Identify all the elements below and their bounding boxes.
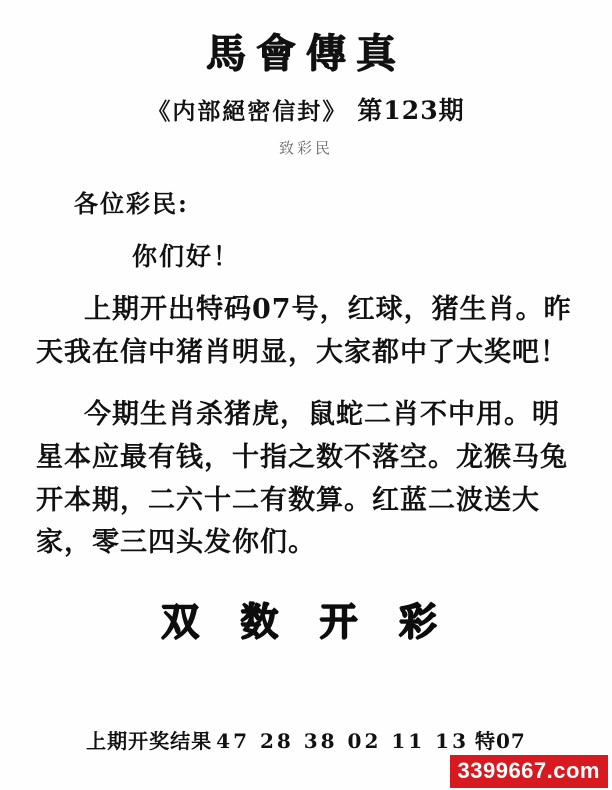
- result-special-number: 特07: [474, 729, 526, 753]
- subtitle-bracket-text: 《内部絕密信封》: [147, 98, 348, 125]
- paragraph-one: 上期开出特码07号，红球，猪生肖。昨天我在信中猪肖明显，大家都中了大奖吧！: [36, 294, 572, 368]
- result-numbers: 47 28 38 02 11 13: [216, 729, 469, 753]
- addressee-line: 致彩民: [278, 139, 333, 157]
- previous-result-line: [0, 725, 612, 754]
- site-watermark: 3399667.com: [450, 755, 609, 788]
- headline-slogan: 双 数 开 彩: [161, 598, 451, 644]
- paragraph-two: 今期生肖杀猪虎，鼠蛇二肖不中用。明星本应最有钱，十指之数不落空。龙猴马兔开本期，二六十二有数算。红蓝二波送大家，零三四头发你们。: [36, 399, 568, 559]
- issue-number: 第123期: [357, 96, 465, 125]
- page-title: 馬會傳真: [206, 30, 406, 77]
- subtitle-row: [0, 91, 612, 127]
- salutation: 各位彩民:: [74, 189, 189, 218]
- greeting: 你们好！: [132, 242, 241, 271]
- result-label: 上期开奖结果: [86, 729, 213, 753]
- letter-body: [36, 184, 576, 565]
